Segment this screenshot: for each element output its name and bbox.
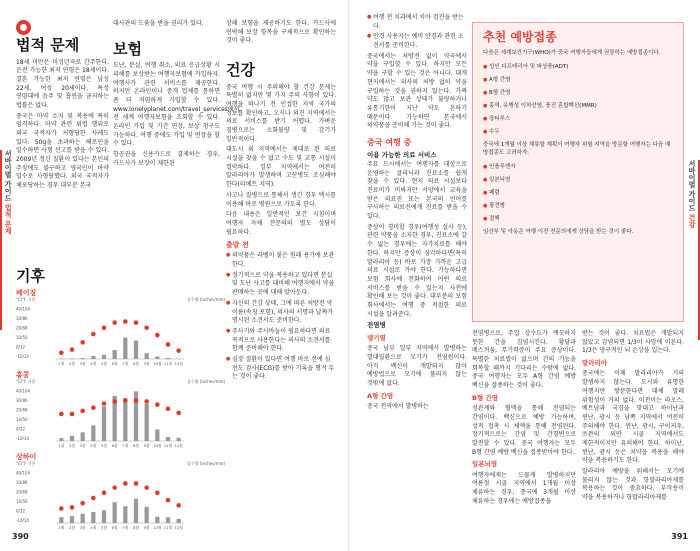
hepatitis-a-heading: A형 간염	[367, 391, 394, 400]
prep-bullet: ● 주사기와 주사바늘이 필요하다면 의료 목적으로 사용한다는 의사의 소견서를 함께 준비해야 한다.	[226, 328, 336, 354]
precip-bar	[166, 357, 170, 358]
temp-point	[70, 411, 75, 416]
side-tab-main: 서바이벌 가이드	[4, 150, 13, 202]
climate-city-name: 상하이	[16, 452, 37, 461]
before-departure-heading: 출발 전	[226, 241, 249, 250]
temp-axis-label: 10/50	[16, 498, 28, 504]
vaccination-item-extra: ● 결핵	[483, 216, 673, 224]
month-label: 2월	[68, 524, 76, 530]
prep-bullet: ● 심장 질환이 있다면 여행 바로 전에 심전도 검사(ECG)를 받아 기록을 챙겨 두는 것이 좋다.	[226, 356, 336, 382]
temp-point	[70, 347, 75, 352]
month-label: 8월	[132, 524, 140, 530]
recommended-vaccinations-title: 추천 예방접종	[483, 30, 557, 44]
precip-bar	[81, 432, 85, 441]
precip-bar	[102, 510, 106, 523]
temp-point	[155, 332, 160, 337]
right-side-tab	[687, 160, 700, 340]
precip-bar	[145, 353, 149, 359]
temp-axis-label: 0/32	[16, 508, 25, 513]
precip-bar	[102, 354, 106, 358]
month-label: 2월	[68, 442, 76, 448]
precip-bar	[155, 356, 159, 359]
temp-point	[144, 325, 149, 330]
month-label: 12월	[174, 360, 183, 366]
precip-bar	[59, 438, 63, 441]
temp-axis-label: -10/14	[16, 517, 29, 523]
left-side-tab	[0, 150, 13, 330]
precip-bar	[155, 429, 159, 441]
medical-para-2: 중상이 경미할 경우(여행성 설사 등), 관련 약품을 소지한 경우, 진료소에 갈 수 없는 경우에는 자가치료를 해야 한다. 하지만 증상이 심각하다면(특히 말라리아 등) 바로 가장 가까운 고급 의료 시설로 가야 한다. 가능하다면 보험 회사에 전화하여 어떤 의료 서비스를 받을 수 있는지 사전에 확인해 보는 것이 좋다. 대부분의 보험 회사에서는 여행 중 적절한 의료 시설을 알려준다.	[367, 223, 467, 318]
temp-axis-label: 0/32	[16, 344, 25, 349]
glasses-bullet: ● 안경 사용자는 예비 안경과 관련 소견서를 준비한다.	[367, 33, 467, 50]
month-label: 10월	[153, 360, 162, 366]
page-number-left: 390	[12, 532, 29, 542]
left-col-1	[16, 20, 109, 260]
month-label: 10월	[153, 524, 162, 530]
month-label: 5월	[100, 524, 108, 530]
temp-point	[144, 485, 149, 490]
dengue-para: 중국 남부 일부 지역에서 발병하는 열대질환으로 모기가 전염원이다. 아직 백신이 개발되지 않아 예방법으로 모기에 물리지 않는 것밖에 없다.	[367, 345, 467, 387]
legal-para-1: 18세 미만은 미성년자로 간주한다. 운전 가능한 최저 연령은 18세이다. 결혼 가능한 최저 연령은 남성 22세, 여성 20세이다. 특정 연령대에 음주 및 흡연을 금지하는 법률은 없다.	[16, 58, 109, 109]
month-label: 1월	[58, 360, 65, 366]
legal-para-2: 중국은 마약 소지 및 복용에 특히 엄격하다. 마약 관련 위법 행위로 외국 국적자가 처형당한 사례도 있다. 50g을 초과하는 헤로인을 밀수하면 사형 선고를 받을 수 있다. 2009년 정신 질환이 있다는 본인의 주장에도 불구하고 영국인이 마약 밀수로 사형당했다. 외국 국적자가 체포당하는 경우 대부분 본국	[16, 112, 109, 190]
precip-axis-label: 강수량 (inches/mm)	[187, 460, 226, 466]
precip-bar	[177, 437, 181, 440]
right-col-2	[472, 330, 576, 535]
medicine-para: 중국에서는 처방전 없이 약국에서 약을 구입할 수 있다. 하지만 모든 약을 구할 수 있는 것은 아니다. 대개 현지에서는 의사의 처방 없이 약을 구입하는 것을 권하지 않는다. 가짜 약도 많고 보관 상태가 불량하거나 유통기한이 지난 약도 흔하기 때문이다. 가능하면 본국에서 의약품을 준비해 가는 것이 좋다.	[367, 52, 467, 130]
precip-bar	[134, 340, 138, 358]
month-label: 9월	[143, 524, 150, 530]
temp-axis-label: °C/°F 기온	[16, 296, 36, 302]
temp-axis-label: 20/68	[16, 325, 28, 330]
temp-point	[176, 503, 181, 508]
month-label: 4월	[90, 524, 97, 530]
temp-point	[91, 331, 96, 336]
temp-axis-label: 20/68	[16, 489, 28, 494]
temp-point	[102, 490, 107, 495]
climate-city-name: 홍콩	[16, 370, 30, 379]
temp-axis-label: 30/86	[16, 479, 28, 485]
temp-point	[59, 506, 64, 511]
malaria-heading: 말라리아	[582, 359, 608, 368]
month-label: 7월	[122, 360, 129, 366]
precip-bar	[145, 404, 149, 441]
temp-axis-label: 40/104	[16, 470, 31, 475]
hepatitis-a-para: 중국 전역에서 발병하는	[367, 403, 429, 411]
encephalitis-cont: 받는 것이 좋다. 치료법은 개발되지 않았고 감염되면 1/3이 사망에 이른다. 1/3은 영구적인 뇌 손상을 입는다.	[582, 330, 684, 355]
precip-axis-label: 강수량 (inches/mm)	[187, 378, 226, 384]
side-tab-main: 서바이벌 가이드	[688, 160, 696, 212]
right-col-3	[582, 330, 684, 535]
infectious-heading: 전염병	[367, 321, 386, 330]
temp-point	[112, 485, 117, 490]
precip-bar	[166, 517, 170, 523]
precip-bar	[91, 425, 95, 441]
temp-point	[91, 405, 96, 410]
temp-point	[134, 320, 139, 325]
temp-point	[155, 402, 160, 407]
temp-point	[176, 348, 181, 353]
temp-point	[80, 500, 85, 505]
vaccination-list	[483, 64, 673, 137]
insurance-cont: 상해 보험을 제공하기도 한다. 카드사에 연락해 보장 항목을 구체적으로 확인하는 것이 좋다.	[226, 20, 336, 45]
temp-point	[134, 481, 139, 486]
precip-bar	[113, 502, 117, 523]
hepatitis-b-para: 성관계와 혈액을 통해 전염되는 간염이다. 백신으로 예방 가능하며, 성적 접촉 시 체액을 통해 전염된다. 장기적으로는 간염 및 간경변으로 발전할 수 있다. 중국 여행자는 모두 B형 간염 예방 백신을 접종받아야 한다.	[472, 405, 576, 456]
temp-axis-label: 10/50	[16, 334, 28, 340]
prep-bullet: ● 정기적으로 약을 복용하고 있다면 분실 및 도난 사고를 대비해 여행지에서 약을 판매하는 곳에 대해 알아둔다.	[226, 272, 336, 298]
precip-bar	[134, 498, 138, 522]
precip-bar	[177, 518, 181, 522]
temp-point	[123, 481, 128, 486]
vaccination-item-extra: ● 인플루엔자	[483, 164, 673, 172]
month-label: 2월	[68, 360, 76, 366]
month-label: 6월	[111, 360, 118, 366]
vaccination-item: ● 수두	[483, 129, 673, 137]
precip-bar	[155, 516, 159, 522]
health-para-1: 중국 여행 시 주의해야 할 건강 문제는 특별히 없지만 몇 가지 주의 사항이 있다. 여행을 떠나기 전 인접한 지역 국가의 정보를 확인하고, 오지나 외진 지역에서는 의료 서비스를 받기 어렵다. 가벼운 질병으로는 소화불량 및 감기가 일반적이다.	[226, 83, 336, 143]
insurance-para-1: 도난, 분실, 여행 취소, 의료 응급상황 시 피해를 보상받는 여행자보험에 가입하자. 여행사가 관련 서비스를 제공한다. 하지만 온라인이나 중개 업체를 통하면 좀 더 저렴하게 가입할 수 있다. www.lonelyplanet.com/travel_services에서 전 세계 여행자보험을 조회할 수 있다. 온라인 가입 및 기간 연장, 보상 청구도 가능하다. 여행 중에도 가입 및 연장을 할 수 있다.	[113, 62, 240, 148]
vaccination-item: ● 성인 디프테리아 및 파상풍(ADT)	[483, 64, 673, 72]
heading-ring-icon	[16, 20, 31, 35]
temp-point	[112, 320, 117, 325]
month-label: 11월	[163, 442, 173, 448]
precip-bar	[113, 349, 117, 358]
temp-point	[91, 495, 96, 500]
medical-para-1: 주요 도시에서는 여행자를 대상으로 운영하는 클리닉과 진료소를 쉽게 찾을 수 있다. 현지 의료 시설보다 진료비가 비싸지만 서양에서 교육을 받은 의료진 또는 본국의 언어를 구사하는 의료진에게 진료를 받을 수 있다.	[367, 160, 467, 221]
month-label: 11월	[163, 524, 173, 530]
temp-point	[155, 490, 160, 495]
temp-point	[123, 319, 128, 324]
month-label: 4월	[90, 442, 97, 448]
month-label: 1월	[58, 524, 65, 530]
hepatitis-b-heading: B형 간염	[472, 393, 499, 402]
japanese-encephalitis-heading: 일본뇌염	[472, 460, 498, 469]
month-label: 1월	[58, 442, 65, 448]
month-label: 3월	[79, 524, 86, 530]
section-heading-health: 건강	[226, 61, 255, 80]
temp-axis-label: 10/50	[16, 416, 28, 422]
precip-bar	[102, 406, 106, 441]
precip-bar	[91, 512, 95, 523]
malaria-para-1: 중국에는 이제 말라리아가 거의 발생하지 않는다. 도시와 유명한 여행지만 방문한다면 대체 말레 위험성이 거의 없다. 이전이는 라오스, 베트남과 국경을 맞대고 하이난과 윈난, 광시 등 남쪽 지역에서 여전히 주의해야 한다. 윈난, 광시, 구이저우, 쓰촨의 외딴 시골 지역에서도 제한적이지만 유의해야 한다. 하이난, 윈난, 광시 등은 치약을 복용을 해야 약을 복용하기도 한다.	[582, 370, 684, 465]
precip-bar	[123, 337, 127, 358]
month-label: 8월	[132, 360, 140, 366]
temp-axis-label: °C/°F 기온	[16, 460, 36, 466]
temp-point	[102, 325, 107, 330]
vaccination-footer: 임산부 및 아동은 여행 이전 전문의에게 상담을 받는 것이 좋다.	[483, 228, 634, 235]
precip-bar	[70, 516, 74, 523]
month-label: 7월	[122, 524, 129, 530]
recommended-vaccinations-box	[472, 22, 684, 322]
temp-point	[176, 410, 181, 415]
malaria-para-2: 말라리아 예방을 위해서는 모기에 물리지 않는 것과 항말라리아제를 복용하는 것이 중요하다. 부작용이 약을 복용하거나 항말라리아제를	[582, 468, 684, 502]
vaccination-item: ● 장티푸스	[483, 116, 673, 124]
month-label: 8월	[132, 442, 140, 448]
health-para-4: 다음 내용은 일반적인 보건 지침이며 여행자 자체 전문의의 별도 상담이 필요하다.	[226, 211, 336, 236]
japanese-encephalitis-para: 여행자에게는 드물게 발병하지만 여름철 시골 지역에서 1개월 이상 체류하는 경우, 중국에 3개월 이상 체류하는 경우에는 예방접종을	[472, 471, 576, 505]
precip-bar	[166, 436, 170, 440]
temp-point	[134, 398, 139, 403]
insurance-para-2: 항공권을 신용카드로 결제하는 경우, 카드사가 보장이 제한된	[113, 151, 220, 167]
climate-charts	[16, 287, 226, 537]
month-label: 7월	[122, 442, 129, 448]
temp-axis-label: -10/14	[16, 353, 29, 359]
precip-bar	[123, 506, 127, 523]
right-col-1	[367, 14, 467, 534]
in-china-heading: 중국 여행 중	[367, 137, 412, 147]
temp-point	[102, 401, 107, 406]
section-heading-legal: 법적 문제	[16, 20, 109, 54]
month-label: 3월	[79, 360, 86, 366]
temp-axis-label: -10/14	[16, 435, 29, 441]
temp-point	[59, 411, 64, 416]
month-label: 9월	[143, 360, 150, 366]
month-label: 11월	[163, 360, 173, 366]
month-label: 3월	[79, 442, 86, 448]
vaccination-item-extra: ● 폐렴	[483, 190, 673, 198]
vaccination-item-extra: ● 일본뇌염	[483, 177, 673, 185]
temp-point	[80, 408, 85, 413]
temp-point	[166, 497, 171, 502]
precip-bar	[81, 357, 85, 358]
vaccination-item: ● B형 간염	[483, 90, 673, 98]
precip-bar	[70, 435, 74, 440]
medical-services-heading: 이용 가능한 의료 서비스	[367, 150, 437, 159]
precip-bar	[59, 517, 63, 523]
vaccination-intro: 다음은 세계보건기구(WHO)가 중국 여행자들에게 권장하는 예방접종이다.	[483, 50, 661, 57]
temp-point	[166, 342, 171, 347]
precip-bar	[81, 513, 85, 522]
month-label: 6월	[111, 524, 118, 530]
precip-bar	[70, 358, 74, 359]
precip-bar	[91, 356, 95, 359]
temp-axis-label: 20/68	[16, 407, 28, 412]
temp-axis-label: 40/104	[16, 388, 31, 393]
month-label: 9월	[143, 442, 150, 448]
temp-axis-label: 30/86	[16, 397, 28, 403]
dental-bullet: ● 여행 전 치과에서 치아 검진을 받는다.	[367, 14, 467, 31]
insurance-intro: 대사관의 도움을 받을 권리가 있다.	[113, 20, 204, 27]
temp-axis-label: 30/86	[16, 315, 28, 321]
vaccination-list-extra	[483, 164, 673, 224]
temp-axis-label: 40/104	[16, 306, 31, 311]
page-number-right: 391	[671, 532, 688, 542]
month-label: 12월	[174, 524, 183, 530]
left-col-3	[226, 20, 336, 520]
health-para-2: 대도시 외 지역에서는 제대로 된 의료 시설을 찾을 수 없고 수도 및 교통 시설이 열악하다. 일부 지역에서는 여전히 말라리아가 발생하며 고산병도 조심해야 한다(티베트 지역).	[226, 146, 336, 189]
temp-point	[80, 340, 85, 345]
precip-bar	[145, 506, 149, 522]
temp-point	[112, 399, 117, 404]
section-heading-insurance: 보험	[113, 39, 142, 58]
section-heading-climate: 기후	[16, 267, 45, 285]
temp-point	[144, 399, 149, 404]
temp-point	[123, 398, 128, 403]
right-page	[350, 0, 700, 551]
temp-axis-label: °C/°F 기온	[16, 378, 36, 384]
month-label: 12월	[174, 442, 183, 448]
dengue-heading: 뎅기열	[367, 333, 386, 342]
climate-city-name: 베이징	[16, 288, 37, 297]
vaccination-item-extra: ● 광견병	[483, 203, 673, 211]
prep-bullet: ● 자신의 건강 상태, 그에 따른 처방전 약 이름(속칭 포함), 의사의 서명과 날짜가 명시된 소견서도 준비한다.	[226, 300, 336, 326]
vaccination-middle: 중국에 1개월 이상 체류할 계획이 여행자 위험 지역을 방문할 여행자는 다음 예방접종도 고려하자.	[483, 142, 671, 157]
month-label: 10월	[153, 442, 162, 448]
vaccination-item: ● 홍역, 유행성 이하선염, 풍진 혼합백신(MMR)	[483, 103, 673, 111]
temp-axis-label: 0/32	[16, 426, 25, 431]
side-tab-accent: 건강	[688, 213, 696, 228]
climate-section	[16, 267, 226, 538]
month-label: 5월	[100, 442, 108, 448]
prep-bullet: ● 의약품은 라벨이 붙은 원래 용기에 보관한다.	[226, 252, 336, 269]
precip-axis-label: 강수량 (inches/mm)	[187, 296, 226, 302]
precip-bar	[123, 398, 127, 441]
hepatitis-a-cont: 전염병으로, 주입 상수도가 깨끗하지 못한 간을 감염시킨다. 황달과 메스꺼움, 무기력증이 주요 증상이다. 특별한 치료법이 없으며 간의 기능을 회복할 때까지 기다리는 수밖에 없다. 중국 여행자는 모두 A형 간염 예방 백신을 접종하는 것이 좋다.	[472, 330, 576, 390]
vaccination-item: ● A형 간염	[483, 77, 673, 85]
month-label: 4월	[90, 360, 97, 366]
month-label: 6월	[111, 442, 118, 448]
temp-point	[70, 505, 75, 510]
temp-point	[166, 406, 171, 411]
side-tab-accent: 법적 문제	[4, 203, 13, 235]
month-label: 5월	[100, 360, 108, 366]
temp-point	[59, 350, 64, 355]
health-para-3: 사고나 질병으로 통해서 생긴 경우 택시를 이용해 바로 병원으로 가도록 한다.	[226, 191, 336, 208]
